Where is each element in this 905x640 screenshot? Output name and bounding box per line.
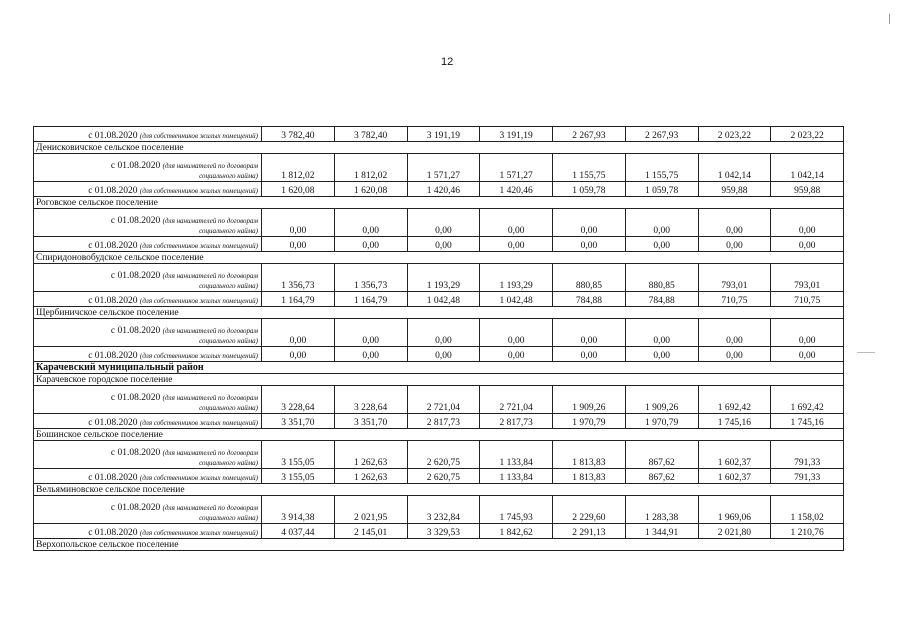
settlement-title: Денисковичское сельское поселение <box>34 142 844 154</box>
value-cell: 1 420,46 <box>480 182 553 197</box>
value-cell: 3 329,53 <box>407 524 480 539</box>
value-cell: 880,85 <box>625 264 698 292</box>
category-note: (для собственников жилых помещений) <box>139 242 258 250</box>
district-title: Карачевский муниципальный район <box>34 362 844 374</box>
row-label <box>34 209 262 237</box>
date-label: с 01.08.2020 <box>110 216 161 226</box>
category-note-cont: социального найма) <box>199 282 258 290</box>
table-row <box>34 496 844 524</box>
value-cell: 1 571,27 <box>407 154 480 182</box>
category-note: (для нанимателей по договорам <box>162 449 258 457</box>
value-cell: 1 155,75 <box>553 154 626 182</box>
row-label <box>34 347 262 362</box>
value-cell: 0,00 <box>407 347 480 362</box>
value-cell: 1 969,06 <box>698 496 771 524</box>
value-cell: 1 283,38 <box>625 496 698 524</box>
value-cell: 4 037,44 <box>262 524 335 539</box>
value-cell: 0,00 <box>553 347 626 362</box>
category-note-cont: социального найма) <box>199 514 258 522</box>
value-cell: 1 158,02 <box>771 496 844 524</box>
table-row <box>34 237 844 252</box>
date-label: с 01.08.2020 <box>88 351 138 361</box>
date-label: с 01.08.2020 <box>110 271 161 281</box>
value-cell: 2 021,80 <box>698 524 771 539</box>
value-cell: 2 145,01 <box>334 524 407 539</box>
value-cell: 1 042,48 <box>480 292 553 307</box>
value-cell: 1 059,78 <box>553 182 626 197</box>
value-cell: 959,88 <box>771 182 844 197</box>
value-cell: 2 817,73 <box>407 414 480 429</box>
value-cell: 3 191,19 <box>480 127 553 142</box>
value-cell: 1 164,79 <box>334 292 407 307</box>
page-number: 12 <box>441 56 454 68</box>
settlement-row <box>34 374 844 386</box>
settlement-row <box>34 307 844 319</box>
settlement-title: Роговское сельское поселение <box>34 197 844 209</box>
value-cell: 1 210,76 <box>771 524 844 539</box>
value-cell: 1 059,78 <box>625 182 698 197</box>
category-note-cont: социального найма) <box>199 404 258 412</box>
value-cell: 2 817,73 <box>480 414 553 429</box>
row-label <box>34 264 262 292</box>
value-cell: 0,00 <box>334 209 407 237</box>
value-cell: 1 812,02 <box>334 154 407 182</box>
value-cell: 784,88 <box>553 292 626 307</box>
table-row <box>34 524 844 539</box>
date-label: с 01.08.2020 <box>110 161 161 171</box>
category-note: (для собственников жилых помещений) <box>139 132 258 140</box>
scan-stray-mark <box>857 352 875 353</box>
value-cell: 0,00 <box>262 319 335 347</box>
table-row <box>34 414 844 429</box>
value-cell: 3 351,70 <box>334 414 407 429</box>
category-note: (для собственников жилых помещений) <box>139 419 258 427</box>
value-cell: 3 191,19 <box>407 127 480 142</box>
row-label <box>34 496 262 524</box>
tariff-table-body <box>34 127 844 551</box>
date-label: с 01.08.2020 <box>88 296 138 306</box>
date-label: с 01.08.2020 <box>88 186 138 196</box>
value-cell: 0,00 <box>625 347 698 362</box>
value-cell: 0,00 <box>407 237 480 252</box>
value-cell: 3 155,05 <box>262 469 335 484</box>
settlement-row <box>34 142 844 154</box>
value-cell: 1 344,91 <box>625 524 698 539</box>
date-label: с 01.08.2020 <box>88 418 138 428</box>
row-label <box>34 154 262 182</box>
value-cell: 710,75 <box>771 292 844 307</box>
value-cell: 791,33 <box>771 469 844 484</box>
category-note: (для собственников жилых помещений) <box>139 187 258 195</box>
value-cell: 880,85 <box>553 264 626 292</box>
date-label: с 01.08.2020 <box>110 326 161 336</box>
value-cell: 1 262,63 <box>334 441 407 469</box>
scan-edge-mark <box>889 14 890 24</box>
category-note-cont: социального найма) <box>199 459 258 467</box>
settlement-row <box>34 197 844 209</box>
value-cell: 867,62 <box>625 441 698 469</box>
value-cell: 0,00 <box>334 347 407 362</box>
value-cell: 1 042,14 <box>698 154 771 182</box>
settlement-title: Бошинское сельское поселение <box>34 429 844 441</box>
table-row <box>34 209 844 237</box>
value-cell: 2 620,75 <box>407 441 480 469</box>
value-cell: 1 193,29 <box>407 264 480 292</box>
table-row <box>34 182 844 197</box>
category-note: (для нанимателей по договорам <box>162 272 258 280</box>
value-cell: 0,00 <box>480 347 553 362</box>
value-cell: 0,00 <box>407 319 480 347</box>
settlement-row <box>34 484 844 496</box>
value-cell: 0,00 <box>334 237 407 252</box>
value-cell: 1 812,02 <box>262 154 335 182</box>
value-cell: 2 023,22 <box>698 127 771 142</box>
value-cell: 3 351,70 <box>262 414 335 429</box>
value-cell: 3 914,38 <box>262 496 335 524</box>
value-cell: 2 291,13 <box>553 524 626 539</box>
value-cell: 0,00 <box>771 347 844 362</box>
value-cell: 2 267,93 <box>553 127 626 142</box>
value-cell: 0,00 <box>553 319 626 347</box>
value-cell: 1 602,37 <box>698 441 771 469</box>
value-cell: 0,00 <box>553 209 626 237</box>
row-label <box>34 441 262 469</box>
category-note: (для нанимателей по договорам <box>162 394 258 402</box>
value-cell: 0,00 <box>480 209 553 237</box>
date-label: с 01.08.2020 <box>88 528 138 538</box>
table-row <box>34 127 844 142</box>
value-cell: 1 970,79 <box>625 414 698 429</box>
table-row <box>34 264 844 292</box>
value-cell: 1 745,16 <box>771 414 844 429</box>
row-label <box>34 182 262 197</box>
category-note-cont: социального найма) <box>199 337 258 345</box>
value-cell: 0,00 <box>480 237 553 252</box>
value-cell: 1 133,84 <box>480 469 553 484</box>
date-label: с 01.08.2020 <box>88 241 138 251</box>
value-cell: 867,62 <box>625 469 698 484</box>
value-cell: 2 023,22 <box>771 127 844 142</box>
value-cell: 3 782,40 <box>334 127 407 142</box>
value-cell: 1 745,93 <box>480 496 553 524</box>
value-cell: 791,33 <box>771 441 844 469</box>
value-cell: 1 692,42 <box>771 386 844 414</box>
row-label <box>34 292 262 307</box>
value-cell: 0,00 <box>771 237 844 252</box>
value-cell: 2 721,04 <box>407 386 480 414</box>
category-note: (для собственников жилых помещений) <box>139 474 258 482</box>
table-row <box>34 386 844 414</box>
value-cell: 1 262,63 <box>334 469 407 484</box>
value-cell: 1 042,48 <box>407 292 480 307</box>
date-label: с 01.08.2020 <box>110 393 161 403</box>
settlement-title: Щербиничское сельское поселение <box>34 307 844 319</box>
value-cell: 0,00 <box>625 319 698 347</box>
value-cell: 1 133,84 <box>480 441 553 469</box>
value-cell: 2 021,95 <box>334 496 407 524</box>
value-cell: 1 164,79 <box>262 292 335 307</box>
category-note: (для собственников жилых помещений) <box>139 529 258 537</box>
value-cell: 1 356,73 <box>334 264 407 292</box>
value-cell: 1 571,27 <box>480 154 553 182</box>
row-label <box>34 524 262 539</box>
date-label: с 01.08.2020 <box>110 503 161 513</box>
value-cell: 959,88 <box>698 182 771 197</box>
value-cell: 0,00 <box>625 209 698 237</box>
row-label <box>34 414 262 429</box>
category-note: (для собственников жилых помещений) <box>139 352 258 360</box>
settlement-title: Карачевское городское поселение <box>34 374 844 386</box>
value-cell: 0,00 <box>625 237 698 252</box>
value-cell: 1 193,29 <box>480 264 553 292</box>
table-row <box>34 469 844 484</box>
value-cell: 0,00 <box>698 319 771 347</box>
date-label: с 01.08.2020 <box>110 448 161 458</box>
value-cell: 0,00 <box>262 237 335 252</box>
value-cell: 1 692,42 <box>698 386 771 414</box>
value-cell: 2 267,93 <box>625 127 698 142</box>
value-cell: 0,00 <box>698 237 771 252</box>
value-cell: 0,00 <box>262 347 335 362</box>
category-note: (для нанимателей по договорам <box>162 217 258 225</box>
category-note: (для нанимателей по договорам <box>162 327 258 335</box>
value-cell: 3 232,84 <box>407 496 480 524</box>
district-row <box>34 362 844 374</box>
category-note: (для нанимателей по договорам <box>162 162 258 170</box>
value-cell: 0,00 <box>334 319 407 347</box>
value-cell: 1 909,26 <box>553 386 626 414</box>
settlement-title: Верхопольское сельское поселение <box>34 539 844 551</box>
value-cell: 1 909,26 <box>625 386 698 414</box>
table-row <box>34 154 844 182</box>
date-label: с 01.08.2020 <box>88 473 138 483</box>
value-cell: 1 620,08 <box>334 182 407 197</box>
value-cell: 1 842,62 <box>480 524 553 539</box>
settlement-title: Спиридоновобудское сельское поселение <box>34 252 844 264</box>
value-cell: 0,00 <box>553 237 626 252</box>
settlement-row <box>34 429 844 441</box>
value-cell: 0,00 <box>407 209 480 237</box>
row-label <box>34 127 262 142</box>
value-cell: 793,01 <box>698 264 771 292</box>
category-note: (для собственников жилых помещений) <box>139 297 258 305</box>
category-note: (для нанимателей по договорам <box>162 504 258 512</box>
value-cell: 3 782,40 <box>262 127 335 142</box>
row-label <box>34 237 262 252</box>
value-cell: 0,00 <box>262 209 335 237</box>
row-label <box>34 469 262 484</box>
table-row <box>34 319 844 347</box>
value-cell: 1 970,79 <box>553 414 626 429</box>
value-cell: 3 228,64 <box>262 386 335 414</box>
value-cell: 3 228,64 <box>334 386 407 414</box>
category-note-cont: социального найма) <box>199 227 258 235</box>
row-label <box>34 319 262 347</box>
value-cell: 2 721,04 <box>480 386 553 414</box>
value-cell: 0,00 <box>698 347 771 362</box>
value-cell: 710,75 <box>698 292 771 307</box>
category-note-cont: социального найма) <box>199 172 258 180</box>
settlement-row <box>34 539 844 551</box>
value-cell: 1 813,83 <box>553 469 626 484</box>
value-cell: 0,00 <box>698 209 771 237</box>
date-label: с 01.08.2020 <box>88 131 138 141</box>
value-cell: 0,00 <box>480 319 553 347</box>
settlement-row <box>34 252 844 264</box>
value-cell: 1 420,46 <box>407 182 480 197</box>
value-cell: 0,00 <box>771 209 844 237</box>
value-cell: 1 813,83 <box>553 441 626 469</box>
value-cell: 3 155,05 <box>262 441 335 469</box>
value-cell: 1 620,08 <box>262 182 335 197</box>
table-row <box>34 441 844 469</box>
value-cell: 1 356,73 <box>262 264 335 292</box>
value-cell: 1 602,37 <box>698 469 771 484</box>
row-label <box>34 386 262 414</box>
table-row <box>34 292 844 307</box>
tariff-table <box>33 126 844 551</box>
table-row <box>34 347 844 362</box>
value-cell: 793,01 <box>771 264 844 292</box>
value-cell: 784,88 <box>625 292 698 307</box>
value-cell: 2 229,60 <box>553 496 626 524</box>
value-cell: 1 745,16 <box>698 414 771 429</box>
value-cell: 2 620,75 <box>407 469 480 484</box>
settlement-title: Вельяминовское сельское поселение <box>34 484 844 496</box>
value-cell: 1 155,75 <box>625 154 698 182</box>
value-cell: 0,00 <box>771 319 844 347</box>
value-cell: 1 042,14 <box>771 154 844 182</box>
